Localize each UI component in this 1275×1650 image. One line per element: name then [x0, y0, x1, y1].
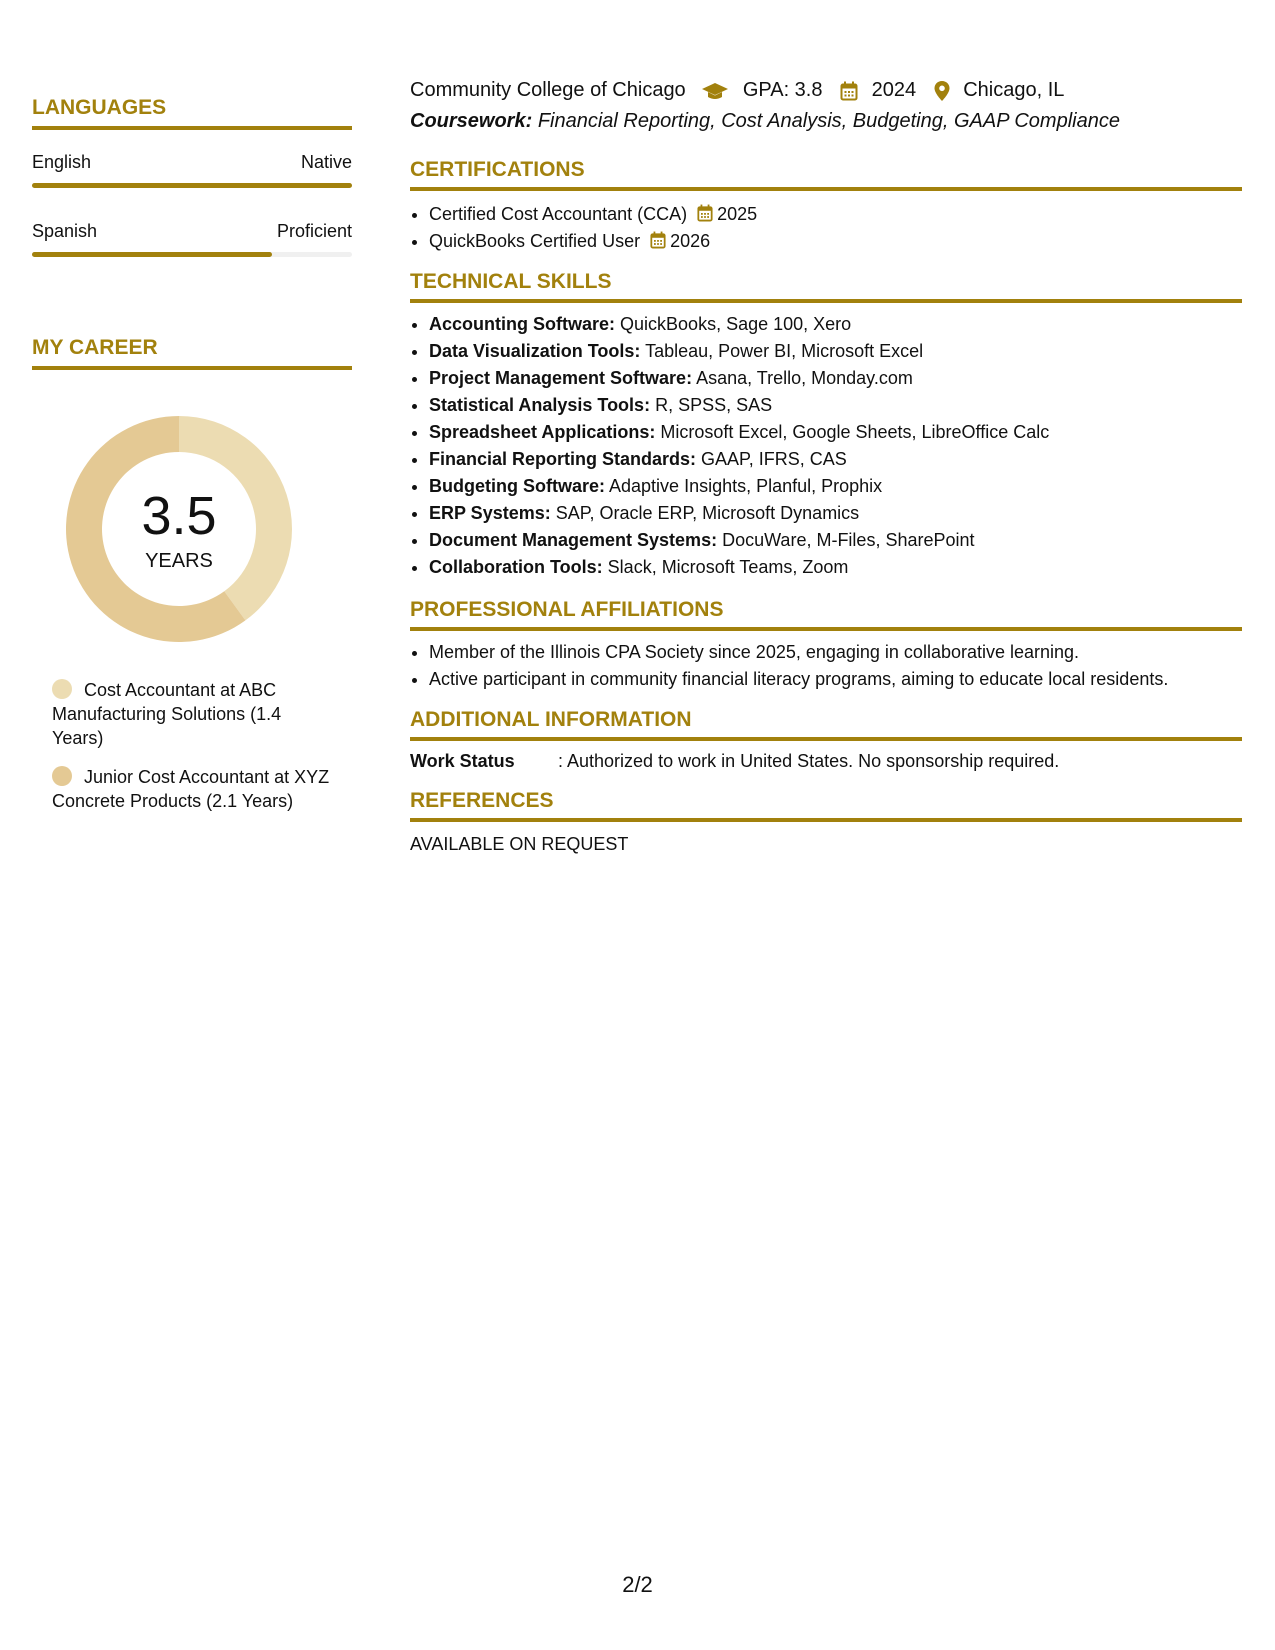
technical-skills-section	[410, 270, 1242, 581]
skills-list	[410, 311, 1242, 581]
language-level: Proficient	[276, 221, 352, 241]
coursework-line	[410, 110, 1120, 133]
skill-item	[429, 311, 1242, 338]
skill-values: DocuWare, M-Files, SharePoint	[722, 530, 975, 550]
page-number: 2/2	[622, 1572, 653, 1597]
references-text: AVAILABLE ON REQUEST	[410, 834, 629, 854]
gpa-text: GPA: 3.8	[742, 79, 823, 102]
skill-values: Slack, Microsoft Teams, Zoom	[607, 557, 849, 577]
skill-values: Microsoft Excel, Google Sheets, LibreOffice Calc	[660, 422, 1050, 442]
skill-values: Asana, Trello, Monday.com	[696, 368, 913, 388]
career-heading: MY CAREER	[32, 336, 352, 370]
skill-item	[429, 338, 1242, 365]
calendar-icon	[697, 204, 713, 222]
affiliation-item: • Active participant in community financial literacy programs, aiming to educate local residents.	[429, 666, 1242, 693]
certifications-section	[410, 158, 1242, 255]
skill-item	[429, 554, 1242, 581]
certification-name: Certified Cost Accountant (CCA)	[429, 204, 688, 224]
skill-item	[429, 446, 1242, 473]
certification-item	[429, 201, 1242, 228]
school-name: Community College of Chicago	[410, 79, 686, 102]
skill-values: Adaptive Insights, Planful, Prophix	[609, 476, 883, 496]
language-proficiency-fill	[32, 252, 272, 257]
legend-label: Cost Accountant at ABC Manufacturing Solutions (1.4 Years)	[52, 680, 282, 748]
legend-dot-icon	[52, 766, 72, 786]
language-level: Native	[300, 152, 352, 172]
certification-year: 2025	[717, 204, 758, 224]
additional-info-heading: ADDITIONAL INFORMATION	[410, 708, 1242, 741]
affiliations-heading: PROFESSIONAL AFFILIATIONS	[410, 598, 1242, 631]
skill-category: Financial Reporting Standards:	[429, 449, 697, 469]
certifications-heading: CERTIFICATIONS	[410, 158, 1242, 191]
skill-item	[429, 500, 1242, 527]
coursework-list: Financial Reporting, Cost Analysis, Budgeting, GAAP Compliance	[537, 110, 1120, 132]
skill-category: Budgeting Software:	[429, 476, 605, 496]
education-line	[410, 79, 1064, 102]
certification-year: 2026	[670, 231, 711, 251]
affiliation-item: • Member of the Illinois CPA Society since 2025, engaging in collaborative learning.	[429, 639, 1242, 666]
skill-item	[429, 392, 1242, 419]
school-location: Chicago, IL	[963, 79, 1065, 102]
skill-category: Collaboration Tools:	[429, 557, 603, 577]
skill-category: Statistical Analysis Tools:	[429, 395, 651, 415]
additional-info-section	[410, 708, 1242, 775]
language-proficiency-bar	[32, 252, 352, 257]
legend-dot-icon	[52, 679, 72, 699]
language-proficiency-bar	[32, 183, 352, 188]
skill-item	[429, 473, 1242, 500]
career-legend-item	[52, 678, 332, 750]
map-pin-icon	[934, 81, 950, 101]
graduation-year: 2024	[871, 79, 917, 102]
legend-label: Junior Cost Accountant at XYZ Concrete Products (2.1 Years)	[52, 767, 330, 811]
languages-heading: LANGUAGES	[32, 96, 352, 130]
technical-skills-heading: TECHNICAL SKILLS	[410, 270, 1242, 303]
certification-item	[429, 228, 1242, 255]
skill-category: Spreadsheet Applications:	[429, 422, 656, 442]
graduation-cap-icon	[701, 81, 729, 101]
calendar-icon	[650, 231, 666, 249]
calendar-icon	[840, 81, 858, 101]
coursework-label: Coursework:	[410, 110, 533, 132]
language-name: Spanish	[32, 221, 98, 241]
skill-category: Data Visualization Tools:	[429, 341, 641, 361]
references-heading: REFERENCES	[410, 789, 1242, 822]
affiliations-section	[410, 598, 1242, 693]
career-legend-item	[52, 765, 332, 813]
skill-values: QuickBooks, Sage 100, Xero	[620, 314, 852, 334]
skill-values: GAAP, IFRS, CAS	[701, 449, 847, 469]
skill-item	[429, 365, 1242, 392]
skill-values: R, SPSS, SAS	[655, 395, 773, 415]
skill-category: Project Management Software:	[429, 368, 693, 388]
skill-values: Tableau, Power BI, Microsoft Excel	[645, 341, 924, 361]
references-section	[410, 789, 1242, 855]
certifications-list	[410, 201, 1242, 255]
career-total-years: 3.5	[141, 486, 217, 546]
skill-item	[429, 527, 1242, 554]
skill-category: Accounting Software:	[429, 314, 616, 334]
skill-category: Document Management Systems:	[429, 530, 718, 550]
work-status-value: : Authorized to work in United States. No sponsorship required.	[558, 751, 1060, 771]
career-donut-chart	[66, 416, 292, 642]
certification-name: QuickBooks Certified User	[429, 231, 641, 251]
career-years-label: YEARS	[145, 550, 213, 572]
work-status-row	[410, 751, 1242, 775]
skill-item	[429, 419, 1242, 446]
skill-category: ERP Systems:	[429, 503, 551, 523]
skill-values: SAP, Oracle ERP, Microsoft Dynamics	[555, 503, 860, 523]
work-status-label: Work Status	[410, 751, 515, 771]
language-proficiency-fill	[32, 183, 352, 188]
language-name: English	[32, 152, 92, 172]
affiliations-list	[410, 639, 1242, 693]
